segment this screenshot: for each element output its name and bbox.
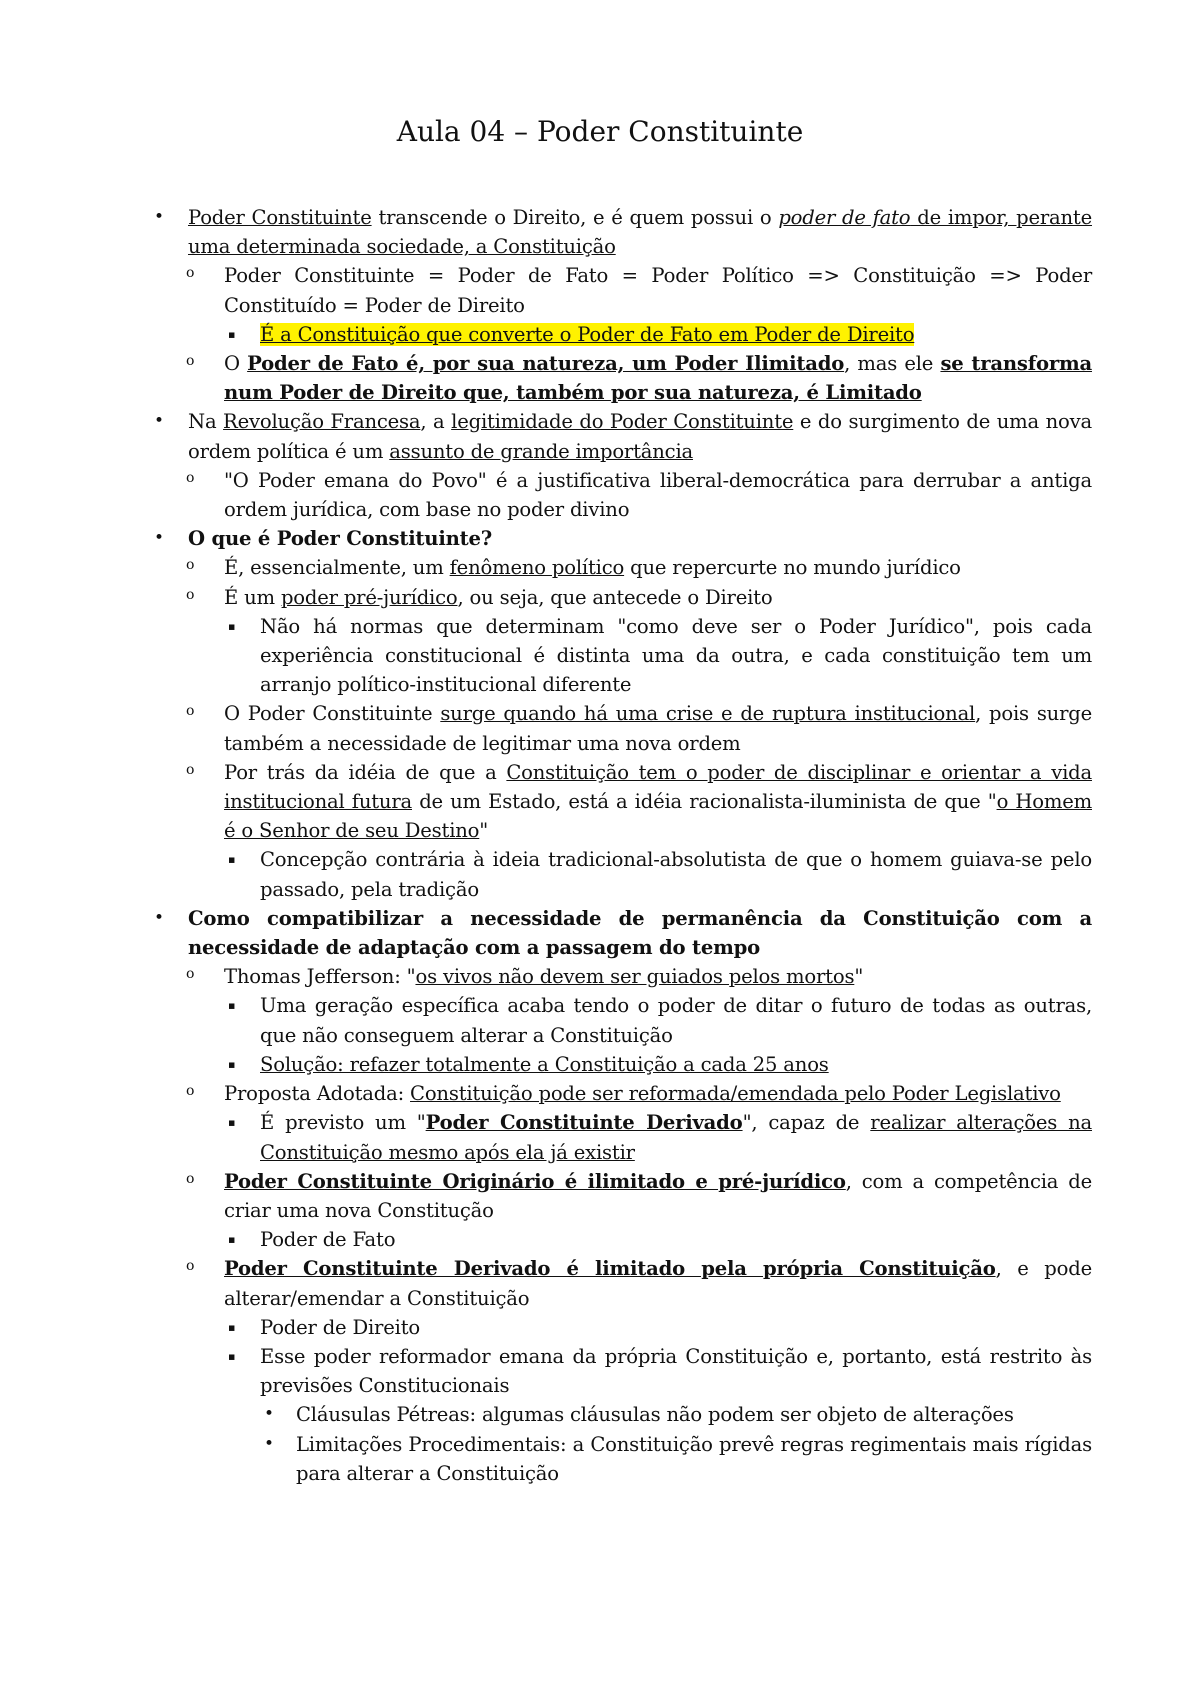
text-segment: , com a competência de criar uma nova Constitução [224,1169,1092,1222]
text-segment: " [854,965,864,989]
bullet-marker: o [186,557,195,574]
bullet-marker: ▪ [228,853,236,867]
text-segment: legitimidade do Poder Constituinte [451,410,794,434]
list-item-level-3 [228,1225,1092,1254]
text-segment: Poder de Fato [260,1228,396,1252]
text-segment: Na [188,410,224,434]
bullet-marker: • [264,1433,274,1454]
list-item-level-1 [154,203,1092,261]
bullet-marker: ▪ [228,1320,236,1334]
list-item-level-3 [228,1050,1092,1079]
list-item-level-2 [186,583,1092,612]
text-segment: Poder Constituinte = Poder de Fato = Poder Político => Constituição => Poder Constituído = Poder de Direito [224,264,1092,317]
list-item-level-3 [228,1342,1092,1400]
text-segment: Poder Constituinte Derivado [425,1111,743,1135]
text-segment: Por trás da idéia de que a [224,760,507,784]
text-segment: de um Estado, está a idéia racionalista-iluminista de que " [412,790,997,814]
text-segment: Poder Constituinte Derivado é limitado pela própria Constituição [224,1257,996,1281]
text-segment: Poder Constituinte [188,206,372,229]
text-segment: É um [224,585,281,609]
list-item-level-1 [154,904,1092,962]
text-segment: poder de fato [778,206,911,229]
bullet-marker: ▪ [228,1057,236,1071]
text-segment: os vivos não devem ser guiados pelos mortos [415,965,855,989]
text-segment: Esse poder reformador emana da própria Constituição e, portanto, está restrito às previsões Constitucionais [260,1344,1092,1398]
list-item-level-2 [186,466,1092,524]
text-segment: Uma geração específica acaba tendo o poder de ditar o futuro de todas as outras, que não conseguem alterar a Constituição [260,994,1092,1047]
list-item-level-2 [186,349,1092,407]
list-item-level-3 [228,320,1092,349]
text-segment: Constituição pode ser reformada/emendada pelo Poder Legislativo [410,1082,1061,1106]
list-item-level-1 [154,524,1092,553]
bullet-marker: o [186,586,195,603]
text-segment: transcende o Direito, e é quem possui o [371,206,779,229]
text-segment: Poder Constituinte Originário é ilimitado e pré-jurídico [224,1169,846,1193]
list-item-level-2 [186,699,1092,757]
list-item-level-3 [228,1313,1092,1342]
bullet-marker: o [186,703,195,720]
text-segment: assunto de grande importância [389,439,693,463]
text-segment: Cláusulas Pétreas: algumas cláusulas não podem ser objeto de alterações [296,1403,1014,1427]
bullet-marker: • [154,528,164,549]
text-segment: Concepção contrária à ideia tradicional-absolutista de que o homem guiava-se pelo passado, pela tradição [260,848,1092,901]
text-segment: ", capaz de [742,1111,871,1135]
text-segment: o Homem é o Senhor de seu Destino [224,790,1092,843]
text-segment: Não há normas que determinam "como deve ser o Poder Jurídico", pois cada experiência constitucional é distinta uma da outra, e cada constituição tem um arranjo político-institucional diferente [260,614,1092,697]
list-item-level-3 [228,612,1092,700]
text-segment: que repercurte no mundo jurídico [624,556,961,580]
text-segment: Proposta Adotada: [224,1082,411,1106]
text-segment: Revolução Francesa [223,410,421,434]
list-item-level-2 [186,1079,1092,1108]
text-segment: É previsto um " [260,1111,426,1135]
list-item-level-3 [228,1108,1092,1166]
list-item-level-4 [264,1430,1092,1488]
list-item-level-1 [154,407,1092,465]
text-segment: Thomas Jefferson: " [224,965,416,989]
list-item-level-2 [186,758,1092,846]
document-title: Aula 04 – Poder Constituinte [396,115,804,148]
bullet-marker: o [186,1170,195,1187]
bullet-marker: ▪ [228,619,236,633]
bullet-marker: • [154,411,164,432]
bullet-marker: ▪ [228,1233,236,1247]
text-segment: fenômeno político [449,556,625,580]
text-segment: de impor, perante uma determinada sociedade, a Constituição [188,206,1092,259]
bullet-marker: ▪ [228,1116,236,1130]
bullet-marker: o [186,353,195,370]
text-segment: , e pode alterar/emendar a Constituição [224,1257,1092,1310]
text-segment: Poder de Fato é, por sua natureza, um Poder Ilimitado [247,352,845,376]
bullet-marker: o [186,966,195,983]
list-item-level-2 [186,1254,1092,1312]
text-segment: Como compatibilizar a necessidade de permanência da Constituição com a necessidade de adaptação com a passagem do tempo [188,906,1092,960]
text-segment: , ou seja, que antecede o Direito [457,585,773,609]
text-segment: Limitações Procedimentais: a Constituição prevê regras regimentais mais rígidas para alterar a Constituição [296,1432,1092,1485]
list-item-level-2 [186,553,1092,582]
list-item-level-4 [264,1400,1092,1429]
bullet-marker: o [186,1258,195,1275]
text-segment: É, essencialmente, um [224,556,450,580]
text-segment: e do surgimento de uma nova ordem política é um [188,410,1092,463]
list-item-level-2 [186,962,1092,991]
text-segment: se transforma num Poder de Direito que, também por sua natureza, é Limitado [224,352,1092,405]
bullet-marker: o [186,265,195,282]
text-segment: , a [420,410,452,434]
bullet-marker: o [186,1083,195,1100]
bullet-marker: • [154,907,164,928]
document-body [0,203,1200,1488]
text-segment: poder pré-jurídico [280,585,458,609]
bullet-marker: • [264,1404,274,1425]
text-segment: O que é Poder Constituinte? [188,527,493,551]
bullet-marker: • [154,207,164,227]
text-segment: "O Poder emana do Povo" é a justificativa liberal-democrática para derrubar a antiga ordem jurídica, com base no poder divino [224,468,1092,522]
bullet-marker: o [186,469,195,486]
bullet-marker: o [186,761,195,778]
list-item-level-3 [228,845,1092,903]
text-segment: " [479,819,489,843]
bullet-marker: ▪ [228,1349,236,1363]
list-item-level-2 [186,261,1092,319]
text-segment: Poder de Direito [260,1315,420,1339]
text-segment: , mas ele [844,352,941,376]
list-item-level-2 [186,1167,1092,1225]
bullet-marker: ▪ [228,999,236,1013]
text-segment: O Poder Constituinte [224,702,441,726]
text-segment: , pois surge também a necessidade de legitimar uma nova ordem [224,702,1092,755]
text-segment: Constituição tem o poder de disciplinar e orientar a vida institucional futura [224,760,1092,814]
text-segment: realizar alterações na Constituição mesmo após ela já existir [260,1111,1092,1164]
text-segment: O [224,352,248,376]
text-segment: É a Constituição que converte o Poder de Fato em Poder de Direito [260,322,915,346]
text-segment: Solução: refazer totalmente a Constituição a cada 25 anos [260,1052,829,1076]
bullet-marker: ▪ [228,327,236,341]
list-item-level-3 [228,991,1092,1049]
text-segment: surge quando há uma crise e de ruptura institucional [440,702,976,726]
